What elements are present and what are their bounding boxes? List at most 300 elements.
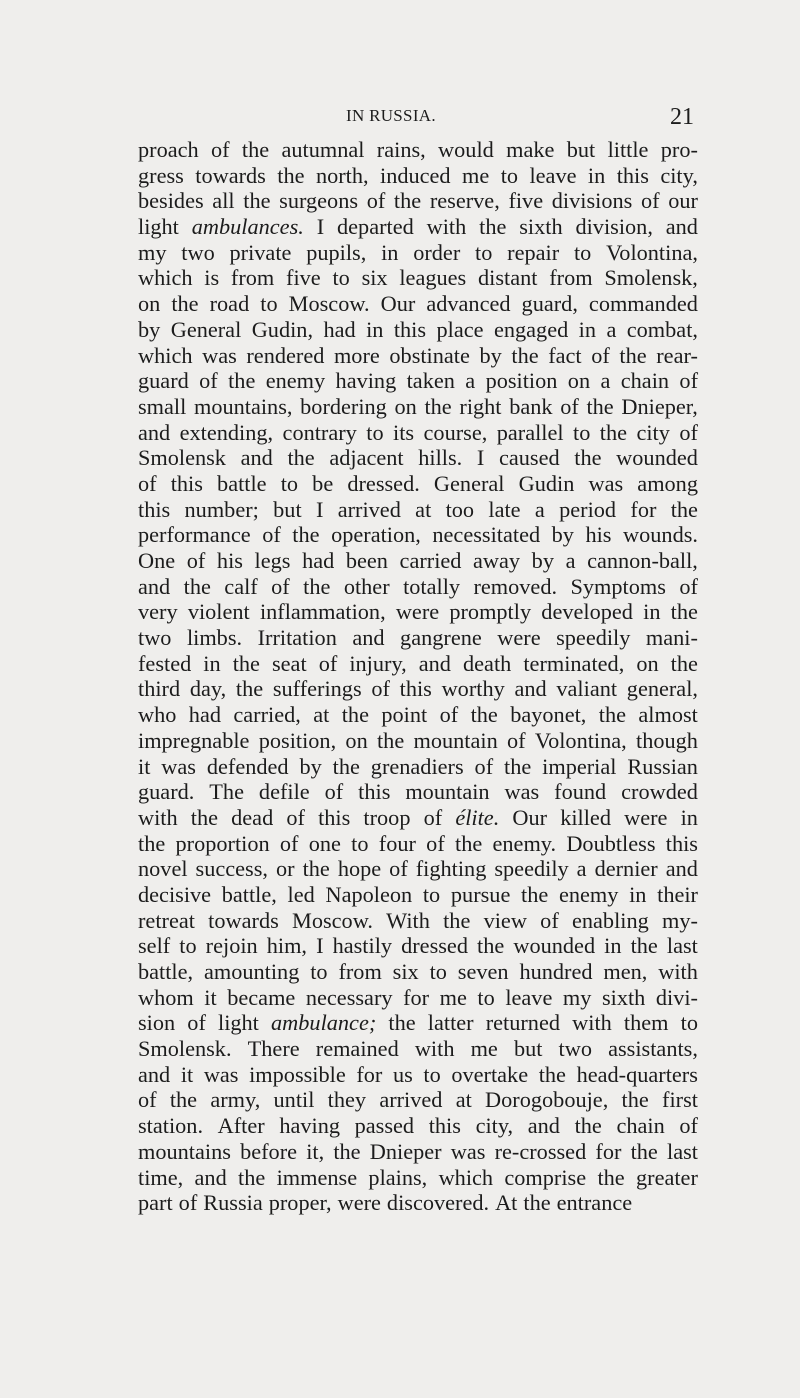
word: period: [559, 496, 617, 522]
word: almost: [638, 702, 698, 728]
text-line: [138, 445, 698, 471]
word: division,: [575, 214, 653, 240]
word: place: [436, 316, 484, 342]
word: injury,: [349, 650, 407, 676]
word: promptly: [449, 599, 532, 625]
word: Russian: [627, 753, 698, 779]
word: re-crossed: [494, 1138, 587, 1164]
word: at: [415, 496, 432, 522]
word: enemy: [265, 368, 326, 394]
word: the: [586, 393, 614, 419]
word: five: [508, 188, 544, 214]
text-line: [138, 497, 698, 523]
word: had: [302, 548, 335, 573]
text-line: [138, 394, 698, 420]
word: hastily: [332, 933, 393, 959]
word: last: [667, 1138, 698, 1164]
word: in: [629, 881, 647, 907]
text-line: [138, 1139, 698, 1165]
word: to: [351, 830, 369, 856]
word: with: [658, 959, 698, 984]
word: from: [230, 265, 275, 291]
word: discovered.: [386, 1190, 490, 1216]
word: Napoleon: [325, 881, 413, 907]
word: Smolensk: [138, 445, 226, 471]
word: caused: [498, 445, 560, 471]
word: them: [623, 1010, 669, 1036]
word: position: [485, 368, 558, 394]
word: the: [241, 137, 270, 162]
word: this: [399, 676, 432, 702]
word: two: [181, 239, 215, 265]
word: the: [455, 830, 483, 856]
text-line: [138, 959, 698, 985]
word: was: [203, 1061, 239, 1087]
word: this: [393, 316, 427, 342]
word: it: [204, 984, 217, 1010]
word: to: [423, 1061, 441, 1087]
word: the: [333, 1138, 361, 1164]
word: which: [438, 1164, 494, 1190]
word: and: [194, 1164, 227, 1190]
word: to: [573, 239, 592, 265]
word: make: [506, 137, 555, 162]
word: who: [138, 702, 177, 728]
word: proper,: [268, 1190, 332, 1216]
word: a: [606, 316, 617, 342]
word: it: [138, 753, 151, 779]
word: rains,: [376, 137, 426, 162]
word: the: [138, 830, 166, 856]
word: bayonet,: [510, 702, 587, 728]
word: bank: [509, 393, 553, 419]
word: in: [587, 162, 606, 188]
word: to: [477, 984, 495, 1010]
text-line: [138, 291, 698, 317]
word: Smolensk.: [138, 1036, 232, 1062]
word: a: [600, 368, 611, 394]
word: this: [318, 804, 351, 830]
word: this: [358, 779, 391, 805]
word: taken: [406, 368, 455, 394]
word: the: [511, 342, 539, 368]
word: on: [567, 368, 591, 394]
word: among: [637, 470, 698, 496]
word: passed: [354, 1113, 415, 1139]
word: view: [483, 907, 527, 933]
word: dernier: [594, 856, 658, 882]
word: were: [624, 804, 668, 830]
word: of: [679, 1113, 698, 1139]
word: to: [475, 239, 493, 265]
word: wounds.: [623, 522, 698, 548]
word: with: [414, 1036, 455, 1062]
text-line: [138, 574, 698, 600]
word: from: [549, 265, 593, 291]
word: for: [595, 1138, 622, 1164]
word: light: [138, 214, 179, 240]
word: of: [366, 188, 386, 214]
word: the: [243, 188, 271, 214]
text-line: [138, 805, 698, 831]
word: mani-: [645, 625, 698, 651]
word: by: [551, 522, 574, 548]
word: There: [247, 1036, 300, 1062]
word: a: [534, 496, 545, 522]
word: the: [521, 881, 549, 907]
word: had: [188, 702, 221, 728]
word: removed.: [473, 573, 558, 599]
text-line: [138, 1113, 698, 1139]
word: of: [507, 727, 526, 753]
word: latter: [427, 1010, 474, 1036]
word: dressed: [401, 933, 468, 959]
word: chain: [620, 368, 670, 394]
word: I: [315, 496, 324, 522]
word: third: [138, 676, 181, 702]
word: guard: [138, 368, 189, 394]
word: the: [574, 1113, 602, 1139]
word: north,: [315, 162, 369, 188]
word: killed: [560, 804, 611, 830]
word: which: [138, 265, 193, 291]
word: from: [338, 959, 382, 984]
word: last: [666, 933, 698, 959]
word: other: [343, 573, 390, 599]
word: impregnable: [138, 727, 250, 753]
word: this: [138, 496, 171, 522]
word: legs: [254, 548, 291, 573]
word: necessitated: [432, 522, 541, 548]
word: troop: [363, 804, 411, 830]
word: or: [276, 856, 295, 882]
text-line: [138, 985, 698, 1011]
word: departed: [337, 214, 414, 240]
word: the: [228, 368, 256, 394]
word: hope: [337, 856, 382, 882]
text-line: [138, 625, 698, 651]
word: very: [138, 599, 178, 625]
word: and: [527, 1113, 560, 1139]
word: sion: [138, 1010, 176, 1036]
word: which: [138, 342, 193, 368]
word: enemy: [558, 881, 619, 907]
word: in: [381, 239, 399, 265]
word: this: [665, 830, 698, 856]
word: reserve,: [429, 188, 500, 214]
word: death: [463, 650, 512, 676]
word: immense: [276, 1164, 358, 1190]
text-line: [138, 1062, 698, 1088]
word: Doubtless: [566, 830, 656, 856]
word: station.: [138, 1113, 204, 1139]
word: mountain: [405, 779, 490, 805]
word: the: [619, 342, 647, 368]
word: was: [504, 779, 540, 805]
word: seat: [271, 650, 307, 676]
word: day,: [189, 676, 227, 702]
word: men,: [603, 959, 648, 984]
word: General: [433, 470, 505, 496]
word: Gudin: [518, 470, 575, 496]
word: pursue: [450, 881, 511, 907]
word: found: [554, 779, 607, 805]
word: they: [327, 1087, 367, 1113]
text-line: [138, 702, 698, 728]
word: developed: [541, 599, 633, 625]
word: comprise: [504, 1164, 587, 1190]
word: Russia: [203, 1190, 263, 1216]
text-line: [138, 856, 698, 882]
word: calf: [224, 573, 258, 599]
word: all: [212, 188, 235, 214]
word: the: [621, 1087, 649, 1113]
word: totally: [403, 573, 461, 599]
text-line: [138, 831, 698, 857]
word: in: [604, 933, 622, 959]
word: became: [227, 984, 296, 1010]
word: of: [324, 779, 344, 805]
word: of: [679, 573, 698, 599]
word: a: [465, 368, 476, 394]
word: fact: [548, 342, 582, 368]
word: for: [403, 984, 430, 1010]
word: plains,: [368, 1164, 428, 1190]
text-line: [138, 317, 698, 343]
word: number;: [184, 496, 259, 522]
word: proach: [138, 137, 199, 162]
word: of: [279, 830, 299, 856]
word: worthy: [441, 676, 505, 702]
word: order: [413, 239, 461, 265]
word: divi-: [655, 984, 698, 1010]
word: my: [138, 239, 167, 265]
word: hundred: [519, 959, 593, 984]
word: violent: [187, 599, 250, 625]
word: guard.: [138, 779, 195, 805]
word: of: [318, 650, 338, 676]
word: obstinate: [389, 342, 470, 368]
word: little: [607, 137, 649, 162]
word: leagues: [399, 265, 467, 291]
word: Our: [380, 291, 416, 317]
word: to: [680, 1010, 698, 1036]
word: having: [335, 368, 397, 394]
word: cannon-ball,: [587, 548, 698, 573]
word: the: [424, 393, 452, 419]
text-line: [138, 676, 698, 702]
word: repair: [507, 239, 560, 265]
word: induced: [380, 162, 451, 188]
word: besides: [138, 188, 204, 214]
word: to: [500, 162, 519, 188]
word: leave: [529, 162, 577, 188]
text-line: [138, 214, 698, 240]
word: position,: [258, 727, 337, 753]
word: one: [308, 830, 341, 856]
word: his: [585, 522, 612, 548]
word: Moscow.: [292, 907, 373, 933]
word: the: [332, 753, 360, 779]
word: impossible: [249, 1061, 346, 1087]
word: by: [479, 342, 502, 368]
word: and: [138, 1061, 171, 1087]
text-line: [138, 522, 698, 548]
word: the: [171, 291, 199, 317]
word: overtake: [451, 1061, 529, 1087]
word: and: [665, 214, 698, 240]
word: of: [439, 702, 459, 728]
word: bordering: [300, 393, 387, 419]
word: of: [286, 804, 305, 830]
word: of: [591, 342, 610, 368]
word: wounded: [616, 445, 698, 471]
word: this: [428, 1113, 461, 1139]
word: to: [429, 959, 447, 984]
word: élite.: [455, 804, 500, 830]
word: of: [389, 856, 408, 882]
word: would: [438, 137, 494, 162]
word: my-: [662, 907, 698, 933]
word: the: [630, 933, 658, 959]
word: speedily: [494, 856, 569, 882]
word: but: [273, 496, 302, 522]
word: was: [450, 1138, 486, 1164]
word: of: [540, 907, 559, 933]
word: right: [459, 393, 502, 419]
page-number: 21: [670, 104, 694, 130]
word: of: [640, 188, 660, 214]
word: terminated,: [523, 650, 625, 676]
word: Volontina,: [606, 239, 698, 265]
word: on: [138, 291, 161, 317]
word: is: [204, 265, 220, 291]
word: Symptoms: [570, 573, 666, 599]
word: the: [670, 599, 698, 625]
text-line: [138, 471, 698, 497]
word: to: [332, 265, 350, 291]
word: him,: [266, 933, 308, 959]
word: of: [199, 368, 218, 394]
word: battle,: [138, 959, 194, 984]
word: until: [273, 1087, 315, 1113]
word: self: [138, 933, 171, 959]
word: city,: [475, 1113, 514, 1139]
word: and: [514, 676, 547, 702]
word: valiant: [556, 676, 618, 702]
word: though: [636, 727, 698, 753]
word: and: [138, 573, 171, 599]
word: in: [643, 599, 661, 625]
word: performance: [138, 522, 251, 548]
word: the: [670, 496, 698, 522]
text-line: [138, 137, 698, 163]
word: speedily: [556, 625, 631, 651]
word: divisions: [551, 188, 633, 214]
word: was: [202, 342, 237, 368]
word: the: [670, 650, 698, 676]
word: novel: [138, 856, 188, 882]
word: with: [572, 1010, 612, 1036]
text-line: [138, 343, 698, 369]
word: sufferings: [272, 676, 362, 702]
running-head: IN RUSSIA.: [346, 106, 436, 125]
word: whom: [138, 984, 194, 1010]
text-line: [138, 1036, 698, 1062]
word: advanced: [426, 291, 511, 317]
word: were: [395, 599, 440, 625]
word: dead: [231, 804, 274, 830]
word: our: [668, 188, 698, 214]
word: six: [392, 959, 419, 984]
word: of: [138, 1087, 157, 1113]
word: its: [393, 419, 415, 445]
word: the: [277, 162, 305, 188]
text-line: [138, 728, 698, 754]
word: at: [455, 1087, 472, 1113]
word: to: [310, 959, 328, 984]
word: had: [323, 316, 356, 342]
word: wounded: [513, 933, 596, 959]
word: arrived: [379, 1087, 443, 1113]
body-text: [138, 137, 698, 1216]
word: was: [161, 753, 196, 779]
word: amounting: [203, 959, 300, 984]
word: General: [170, 316, 242, 342]
word: One: [138, 548, 176, 573]
word: small: [138, 393, 187, 419]
word: sixth: [601, 984, 646, 1010]
word: in: [578, 316, 597, 342]
text-line: [138, 754, 698, 780]
word: proportion: [175, 830, 270, 856]
word: chain: [616, 1113, 665, 1139]
word: me: [439, 984, 467, 1010]
word: of: [423, 804, 443, 830]
word: Our: [512, 804, 548, 830]
word: of: [178, 1190, 198, 1216]
word: battle,: [221, 881, 277, 907]
word: general,: [626, 676, 698, 702]
word: greater: [636, 1164, 698, 1190]
word: me: [470, 1036, 498, 1062]
word: the: [470, 702, 498, 728]
word: the: [504, 753, 532, 779]
word: of: [186, 548, 206, 573]
word: to: [260, 291, 278, 317]
word: by: [531, 548, 554, 573]
word: to: [573, 419, 591, 445]
word: but: [513, 1036, 543, 1062]
word: by: [299, 753, 322, 779]
text-line: [138, 548, 698, 574]
text-line: [138, 368, 698, 394]
word: was: [588, 470, 624, 496]
word: towards: [208, 907, 279, 933]
word: parallel: [496, 419, 564, 445]
word: decisive: [138, 881, 212, 907]
word: course,: [423, 419, 488, 445]
word: with: [426, 214, 467, 240]
word: limbs.: [186, 625, 243, 651]
word: in: [680, 804, 698, 830]
word: the: [169, 1087, 198, 1113]
word: gress: [138, 162, 184, 188]
word: too: [445, 496, 475, 522]
word: ambulance;: [271, 1010, 377, 1036]
word: to: [422, 881, 441, 907]
word: I: [476, 445, 485, 471]
